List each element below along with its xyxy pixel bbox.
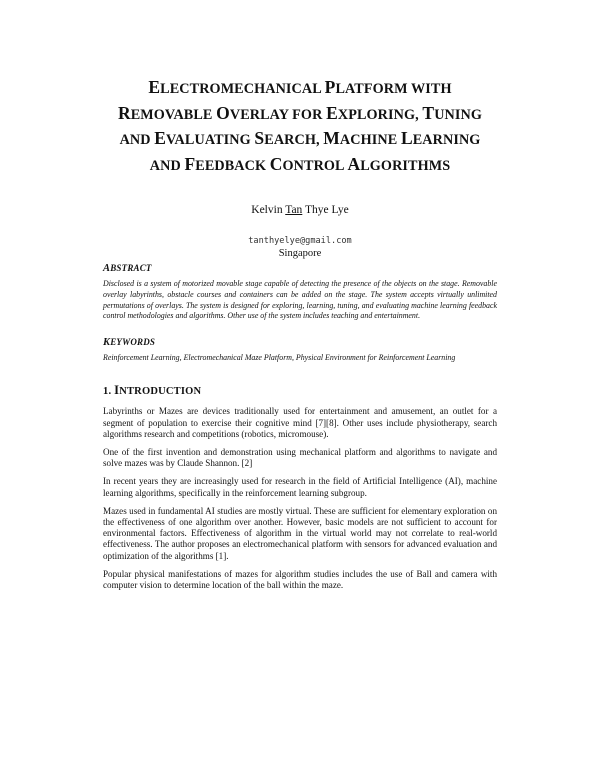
title-line-3: AND EVALUATING SEARCH, MACHINE LEARNING — [119, 128, 481, 149]
intro-paragraph: Mazes used in fundamental AI studies are mostly virtual. These are sufficient for elementary exploration on the effectiveness of one algorithm over another. However, basic models are not sufficient to account for environmental factors. Effectiveness of algorithm in the virtual world may not correlate to real-world effectiveness. The author proposes an electromechanical platform with sensors for advanced evaluation and optimization of the algorithms [1]. — [103, 505, 497, 561]
keywords-heading: KEYWORDS — [103, 336, 156, 348]
intro-paragraph: In recent years they are increasingly used for research in the field of Artificial Intelligence (AI), machine learning algorithms, specifically in the reinforcement learning subgroup. — [103, 476, 497, 498]
author-country: Singapore — [278, 248, 322, 260]
author-surname: Tan — [285, 204, 303, 217]
intro-paragraph: Labyrinths or Mazes are devices traditionally used for entertainment and amusement, an outlet for a segment of population to exercise their cognitive mind [7][8]. Other uses include physiotherapy, search algorithms research and competitions (robotics, micromouse). — [103, 406, 497, 439]
abstract-heading: ABSTRACT — [103, 263, 152, 275]
author-email: tanthyelye@gmail.com — [248, 236, 352, 247]
title-line-2: REMOVABLE OVERLAY FOR EXPLORING, TUNING — [117, 102, 482, 123]
keywords-text: Reinforcement Learning, Electromechanical Maze Platform, Physical Environment for Reinforcement Learning — [103, 352, 456, 362]
intro-paragraph: Popular physical manifestations of mazes for algorithm studies includes the use of Ball and camera with computer vision to determine location of the ball within the maze. — [103, 568, 497, 590]
section-heading-introduction: 1. INTRODUCTION — [103, 383, 202, 398]
intro-paragraph: One of the first invention and demonstration using mechanical platform and algorithms to navigate and solve mazes was by Claude Shannon. [2] — [103, 446, 497, 469]
paper-title — [103, 76, 497, 178]
author-name: Kelvin Tan Thye Lye — [251, 204, 349, 217]
title-line-1: ELECTROMECHANICAL PLATFORM WITH — [148, 77, 452, 97]
title-line-4: AND FEEDBACK CONTROL ALGORITHMS — [149, 153, 451, 174]
abstract-text: Disclosed is a system of motorized movable stage capable of detecting the presence of the objects on the stage. Removable overlay labyrinths, obstacle courses and containers can be added on the stage. The system accepts virtually unlimited permutations of overlays. The system is designed for exploring, learning, tuning, and evaluating machine learning feedback control methodologies and algorithms. Other use of the system includes teaching and entertainment. — [103, 279, 497, 321]
